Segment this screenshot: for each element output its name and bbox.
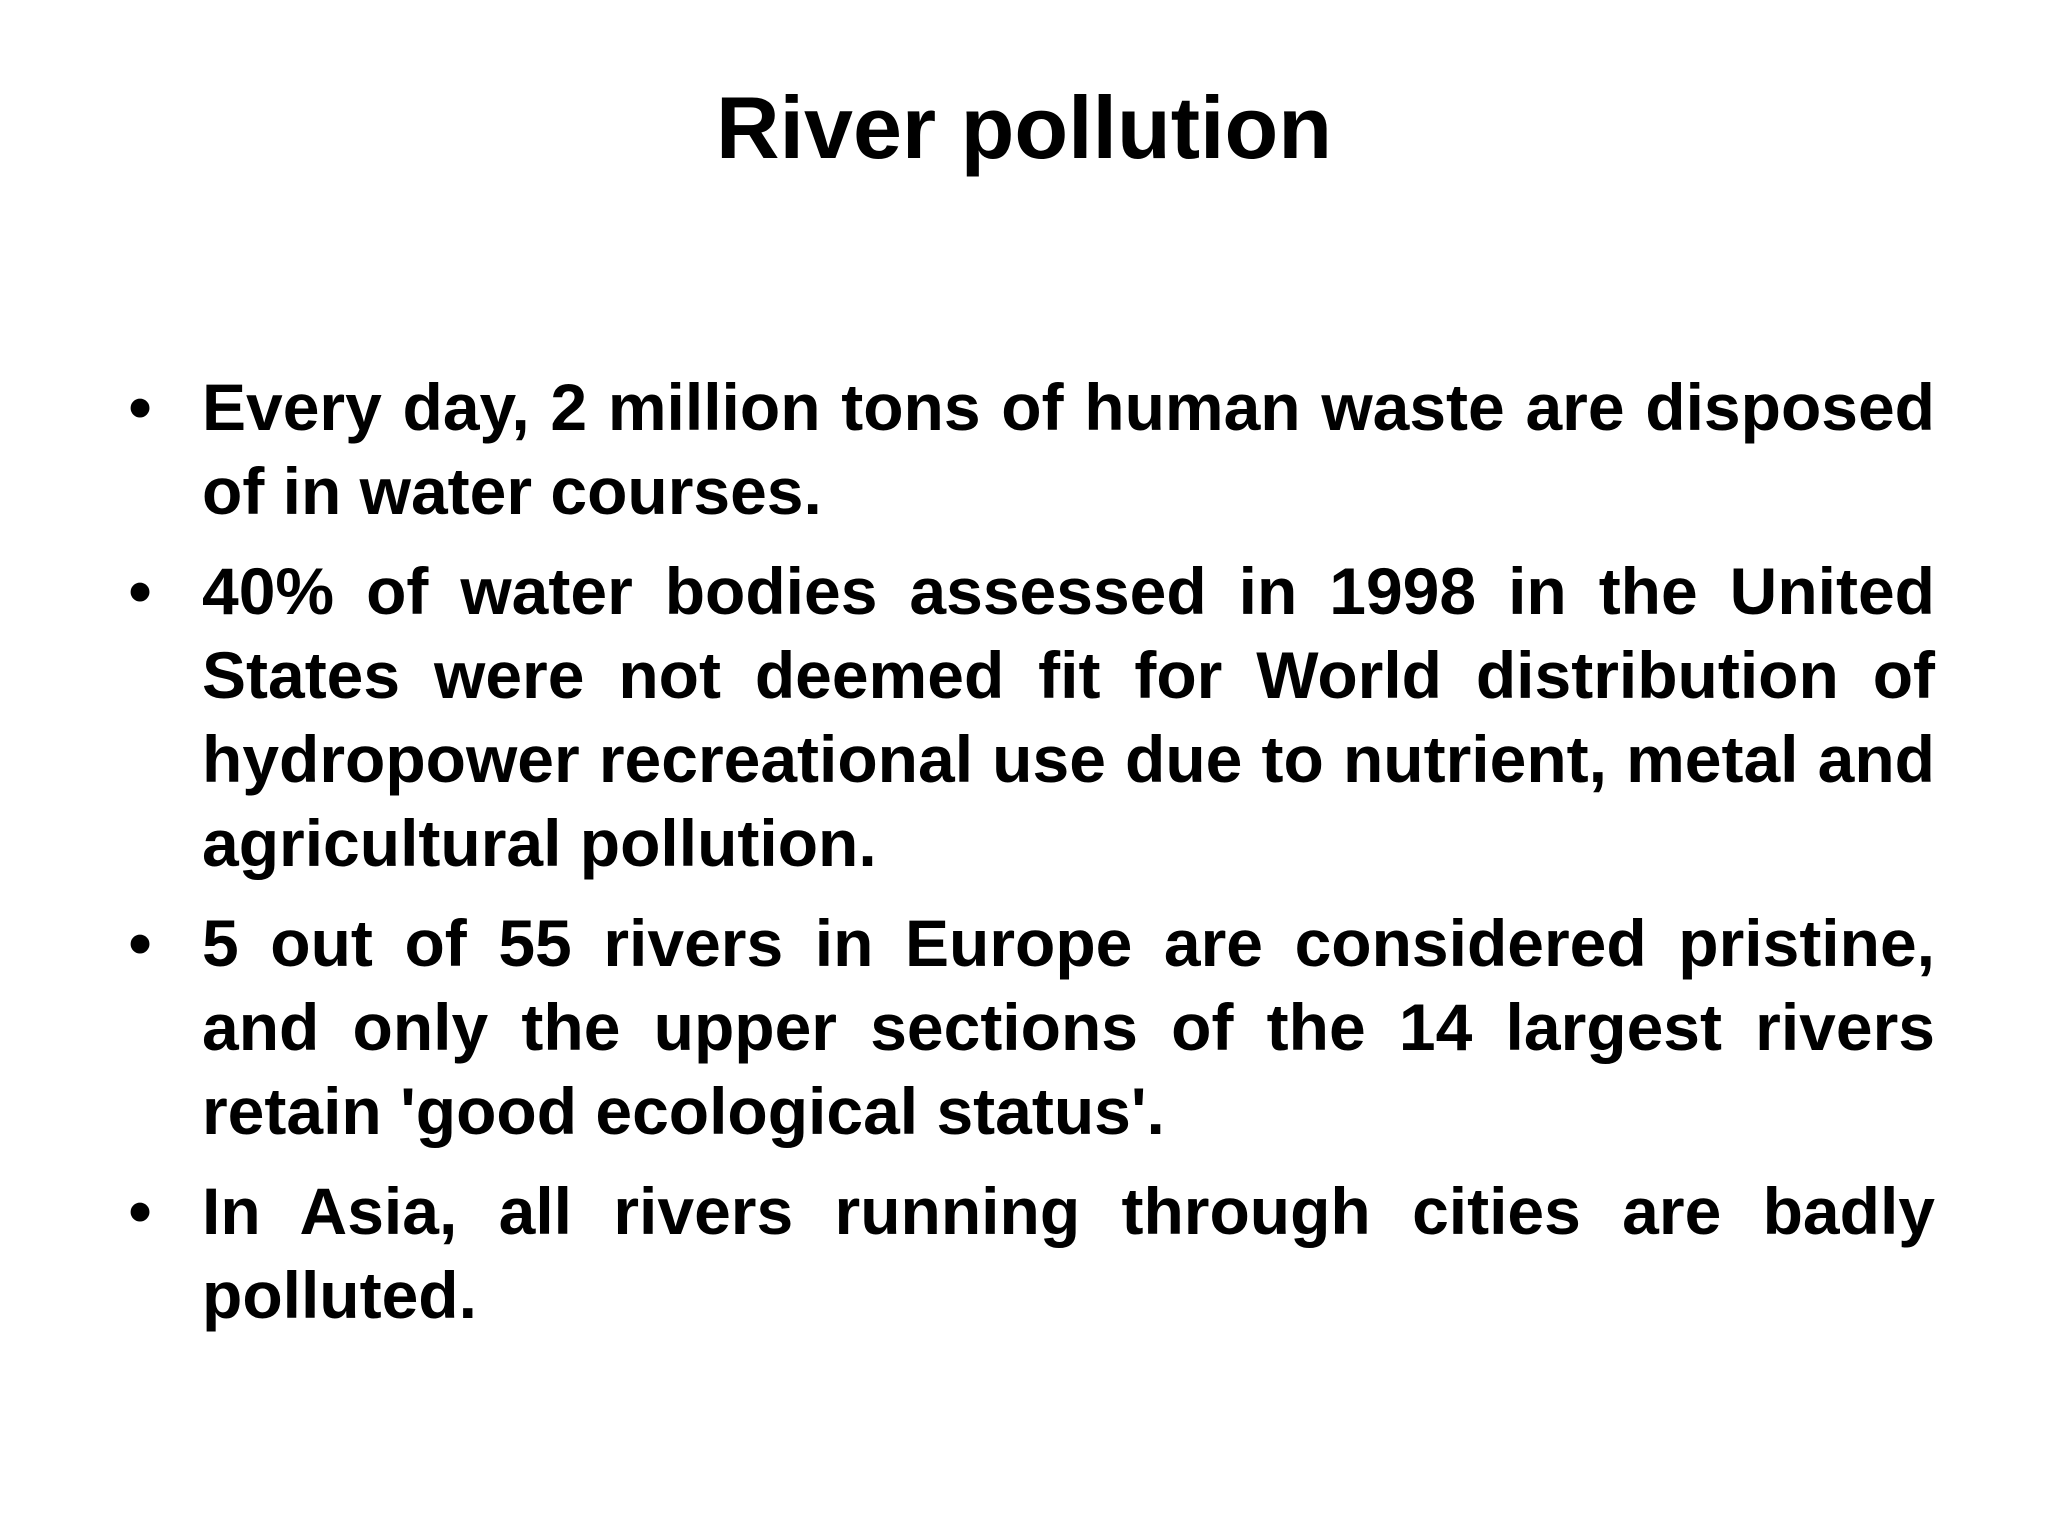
slide-title: River pollution	[716, 78, 1332, 177]
bullet-text: 5 out of 55 rivers in Europe are considered pristine, and only the upper sections of the 14 largest rivers retain 'good ecological status'.	[202, 906, 1935, 1148]
bullet-text: Every day, 2 million tons of human waste are disposed of in water courses.	[202, 370, 1935, 528]
bullet-list	[120, 365, 1935, 1353]
bullet-icon: •	[128, 370, 152, 444]
bullet-item-europe-rivers	[120, 901, 1935, 1153]
bullet-item-human-waste	[120, 365, 1935, 533]
bullet-text: In Asia, all rivers running through cities are badly polluted.	[202, 1174, 1935, 1332]
bullet-icon: •	[128, 554, 152, 628]
bullet-item-us-water-bodies	[120, 549, 1935, 885]
bullet-icon: •	[128, 906, 152, 980]
bullet-item-asia-rivers	[120, 1169, 1935, 1337]
bullet-text: 40% of water bodies assessed in 1998 in the United States were not deemed fit for World distribution of hydropower recreational use due to nutrient, metal and agricultural pollution.	[202, 554, 1935, 880]
bullet-icon: •	[128, 1174, 152, 1248]
